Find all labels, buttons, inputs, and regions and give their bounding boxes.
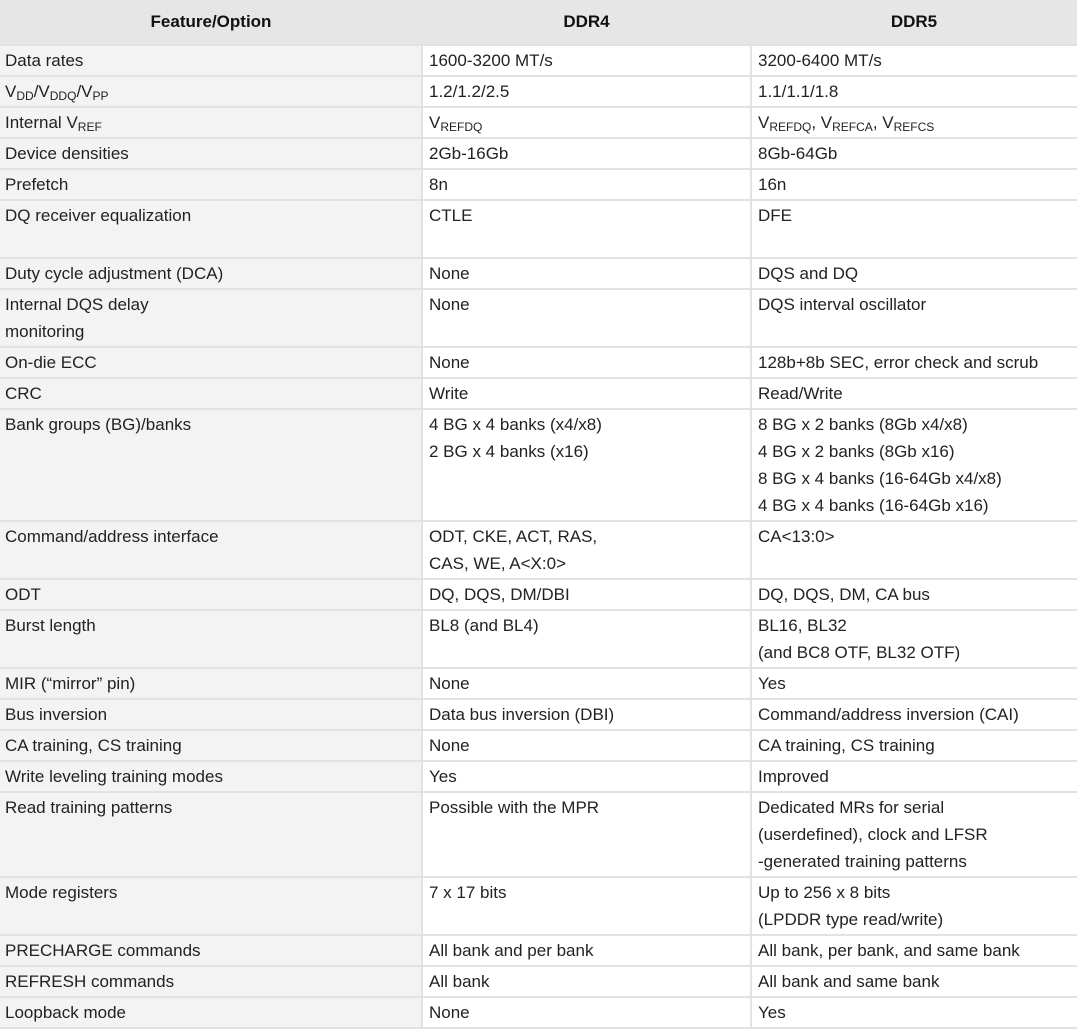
- cell-line: DQS interval oscillator: [758, 295, 927, 314]
- feature-cell: [0, 138, 422, 169]
- table-row: [0, 699, 1077, 730]
- cell-line: Read training patterns: [5, 798, 173, 817]
- cell-line: $V_{REFDQ}$: [429, 113, 483, 134]
- table-row: [0, 76, 1077, 107]
- ddr4-cell: [422, 76, 751, 107]
- ddr5-cell: [751, 409, 1077, 521]
- ddr5-cell: [751, 877, 1077, 935]
- cell-line: CAS, WE, A<X:0>: [429, 554, 567, 573]
- feature-cell: [0, 792, 422, 877]
- ddr4-cell: [422, 409, 751, 521]
- cell-line: All bank, per bank, and same bank: [758, 941, 1020, 960]
- cell-line: DQ, DQS, DM/DBI: [429, 585, 570, 604]
- table-row: [0, 409, 1077, 521]
- cell-line: Loopback mode: [5, 1003, 126, 1022]
- cell-line: CRC: [5, 384, 42, 403]
- ddr4-cell: [422, 761, 751, 792]
- ddr5-cell: [751, 610, 1077, 668]
- cell-line: None: [429, 736, 470, 755]
- table-row: [0, 997, 1077, 1028]
- table-row: [0, 289, 1077, 347]
- ddr4-cell: [422, 200, 751, 258]
- cell-line: 4 BG x 2 banks (8Gb x16): [758, 442, 955, 461]
- cell-line: (userdefined), clock and LFSR: [758, 825, 988, 844]
- header-feature: Feature/Option: [0, 0, 422, 45]
- ddr5-cell: [751, 200, 1077, 258]
- feature-cell: [0, 258, 422, 289]
- cell-line: 3200-6400 MT/s: [758, 51, 882, 70]
- cell-line: Data bus inversion (DBI): [429, 705, 615, 724]
- ddr4-cell: [422, 169, 751, 200]
- feature-cell: [0, 378, 422, 409]
- cell-line: None: [429, 674, 470, 693]
- cell-line: $V_{REFDQ}$, $V_{REFCA}$, $V_{REFCS}$: [758, 113, 935, 134]
- feature-cell: [0, 169, 422, 200]
- cell-line: 4 BG x 4 banks (16-64Gb x16): [758, 496, 989, 515]
- cell-line: Yes: [429, 767, 457, 786]
- ddr5-cell: [751, 138, 1077, 169]
- header-ddr4: DDR4: [422, 0, 751, 45]
- cell-line: 8 BG x 2 banks (8Gb x4/x8): [758, 415, 968, 434]
- header-row: [0, 0, 1077, 45]
- cell-line: Improved: [758, 767, 829, 786]
- cell-line: $V_{DD}/V_{DDQ}/V_{PP}$: [5, 82, 109, 103]
- ddr4-cell: [422, 107, 751, 138]
- cell-line: 2 BG x 4 banks (x16): [429, 442, 589, 461]
- cell-line: (LPDDR type read/write): [758, 910, 944, 929]
- ddr5-cell: [751, 347, 1077, 378]
- table-row: [0, 138, 1077, 169]
- cell-line: ODT: [5, 585, 41, 604]
- table-row: [0, 610, 1077, 668]
- feature-cell: [0, 730, 422, 761]
- ddr5-cell: [751, 730, 1077, 761]
- ddr4-cell: [422, 378, 751, 409]
- cell-line: None: [429, 1003, 470, 1022]
- cell-line: Bank groups (BG)/banks: [5, 415, 192, 434]
- cell-line: DQ, DQS, DM, CA bus: [758, 585, 930, 604]
- table-row: [0, 761, 1077, 792]
- ddr4-cell: [422, 258, 751, 289]
- ddr5-cell: [751, 169, 1077, 200]
- cell-line: Data rates: [5, 51, 84, 70]
- cell-line: 8 BG x 4 banks (16-64Gb x4/x8): [758, 469, 1002, 488]
- cell-line: BL8 (and BL4): [429, 616, 539, 635]
- cell-line: Write leveling training modes: [5, 767, 223, 786]
- cell-line: CA<13:0>: [758, 527, 835, 546]
- feature-cell: [0, 997, 422, 1028]
- cell-line: Prefetch: [5, 175, 69, 194]
- ddr4-cell: [422, 966, 751, 997]
- cell-line: Write: [429, 384, 469, 403]
- ddr4-cell: [422, 792, 751, 877]
- feature-cell: [0, 289, 422, 347]
- ddr5-cell: [751, 107, 1077, 138]
- cell-line: 2Gb-16Gb: [429, 144, 509, 163]
- ddr4-cell: [422, 521, 751, 579]
- table-row: [0, 935, 1077, 966]
- ddr5-cell: [751, 289, 1077, 347]
- cell-line: None: [429, 353, 470, 372]
- feature-cell: [0, 699, 422, 730]
- cell-line: Internal DQS delay: [5, 295, 149, 314]
- feature-cell: [0, 761, 422, 792]
- table-row: [0, 579, 1077, 610]
- ddr4-cell: [422, 668, 751, 699]
- cell-line: 1.2/1.2/2.5: [429, 82, 510, 101]
- ddr4-cell: [422, 699, 751, 730]
- cell-line: Read/Write: [758, 384, 843, 403]
- table-row: [0, 792, 1077, 877]
- cell-line: ODT, CKE, ACT, RAS,: [429, 527, 598, 546]
- feature-cell: [0, 610, 422, 668]
- cell-line: All bank and per bank: [429, 941, 594, 960]
- cell-line: 7 x 17 bits: [429, 883, 507, 902]
- cell-line: CA training, CS training: [758, 736, 935, 755]
- ddr4-cell: [422, 289, 751, 347]
- ddr5-cell: [751, 935, 1077, 966]
- cell-line: 8Gb-64Gb: [758, 144, 838, 163]
- cell-line: 8n: [429, 175, 448, 194]
- cell-line: (and BC8 OTF, BL32 OTF): [758, 643, 961, 662]
- cell-line: All bank and same bank: [758, 972, 940, 991]
- ddr5-cell: [751, 76, 1077, 107]
- table-row: [0, 521, 1077, 579]
- cell-line: 4 BG x 4 banks (x4/x8): [429, 415, 602, 434]
- ddr5-cell: [751, 761, 1077, 792]
- feature-cell: [0, 45, 422, 76]
- cell-line: 16n: [758, 175, 787, 194]
- table-row: [0, 107, 1077, 138]
- cell-line: 128b+8b SEC, error check and scrub: [758, 353, 1039, 372]
- cell-line: Command/address inversion (CAI): [758, 705, 1019, 724]
- cell-line: On-die ECC: [5, 353, 97, 372]
- cell-line: monitoring: [5, 322, 85, 341]
- feature-cell: [0, 966, 422, 997]
- table-row: [0, 347, 1077, 378]
- cell-line: DFE: [758, 206, 792, 225]
- header-ddr5: DDR5: [751, 0, 1077, 45]
- cell-line: BL16, BL32: [758, 616, 847, 635]
- ddr5-cell: [751, 45, 1077, 76]
- table-row: [0, 169, 1077, 200]
- cell-line: Up to 256 x 8 bits: [758, 883, 891, 902]
- feature-cell: [0, 877, 422, 935]
- cell-line: Yes: [758, 1003, 786, 1022]
- ddr4-cell: [422, 45, 751, 76]
- cell-line: Bus inversion: [5, 705, 108, 724]
- cell-line: REFRESH commands: [5, 972, 175, 991]
- cell-line: Device densities: [5, 144, 129, 163]
- ddr4-cell: [422, 579, 751, 610]
- ddr5-cell: [751, 258, 1077, 289]
- ddr5-cell: [751, 579, 1077, 610]
- cell-line: MIR (“mirror” pin): [5, 674, 136, 693]
- ddr4-cell: [422, 730, 751, 761]
- cell-line: None: [429, 264, 470, 283]
- feature-cell: [0, 200, 422, 258]
- feature-cell: [0, 668, 422, 699]
- ddr5-cell: [751, 378, 1077, 409]
- ddr4-cell: [422, 347, 751, 378]
- ddr5-cell: [751, 966, 1077, 997]
- cell-line: Burst length: [5, 616, 96, 635]
- ddr4-cell: [422, 877, 751, 935]
- feature-cell: [0, 107, 422, 138]
- ddr5-cell: [751, 699, 1077, 730]
- feature-cell: [0, 579, 422, 610]
- feature-cell: [0, 347, 422, 378]
- ddr5-cell: [751, 521, 1077, 579]
- ddr4-cell: [422, 138, 751, 169]
- cell-line: DQ receiver equalization: [5, 206, 192, 225]
- table-row: [0, 258, 1077, 289]
- table-row: [0, 730, 1077, 761]
- table-row: [0, 378, 1077, 409]
- cell-line: Mode registers: [5, 883, 118, 902]
- feature-cell: [0, 409, 422, 521]
- ddr5-cell: [751, 792, 1077, 877]
- feature-cell: [0, 521, 422, 579]
- cell-line: All bank: [429, 972, 490, 991]
- ddr4-cell: [422, 997, 751, 1028]
- table-row: [0, 45, 1077, 76]
- cell-line: Internal $V_{REF}$: [5, 113, 102, 134]
- cell-line: Dedicated MRs for serial: [758, 798, 945, 817]
- table-row: [0, 877, 1077, 935]
- table-row: [0, 966, 1077, 997]
- table-row: [0, 668, 1077, 699]
- cell-line: Command/address interface: [5, 527, 219, 546]
- cell-line: Duty cycle adjustment (DCA): [5, 264, 224, 283]
- ddr4-cell: [422, 610, 751, 668]
- table-row: [0, 200, 1077, 258]
- cell-line: CA training, CS training: [5, 736, 182, 755]
- cell-line: -generated training patterns: [758, 852, 967, 871]
- cell-line: None: [429, 295, 470, 314]
- cell-line: PRECHARGE commands: [5, 941, 201, 960]
- table-body: [0, 45, 1077, 1028]
- cell-line: Yes: [758, 674, 786, 693]
- cell-line: 1.1/1.1/1.8: [758, 82, 839, 101]
- cell-line: 1600-3200 MT/s: [429, 51, 553, 70]
- feature-cell: [0, 76, 422, 107]
- ddr4-cell: [422, 935, 751, 966]
- feature-cell: [0, 935, 422, 966]
- cell-line: DQS and DQ: [758, 264, 859, 283]
- ddr5-cell: [751, 668, 1077, 699]
- cell-line: CTLE: [429, 206, 473, 225]
- ddr5-cell: [751, 997, 1077, 1028]
- cell-line: Possible with the MPR: [429, 798, 600, 817]
